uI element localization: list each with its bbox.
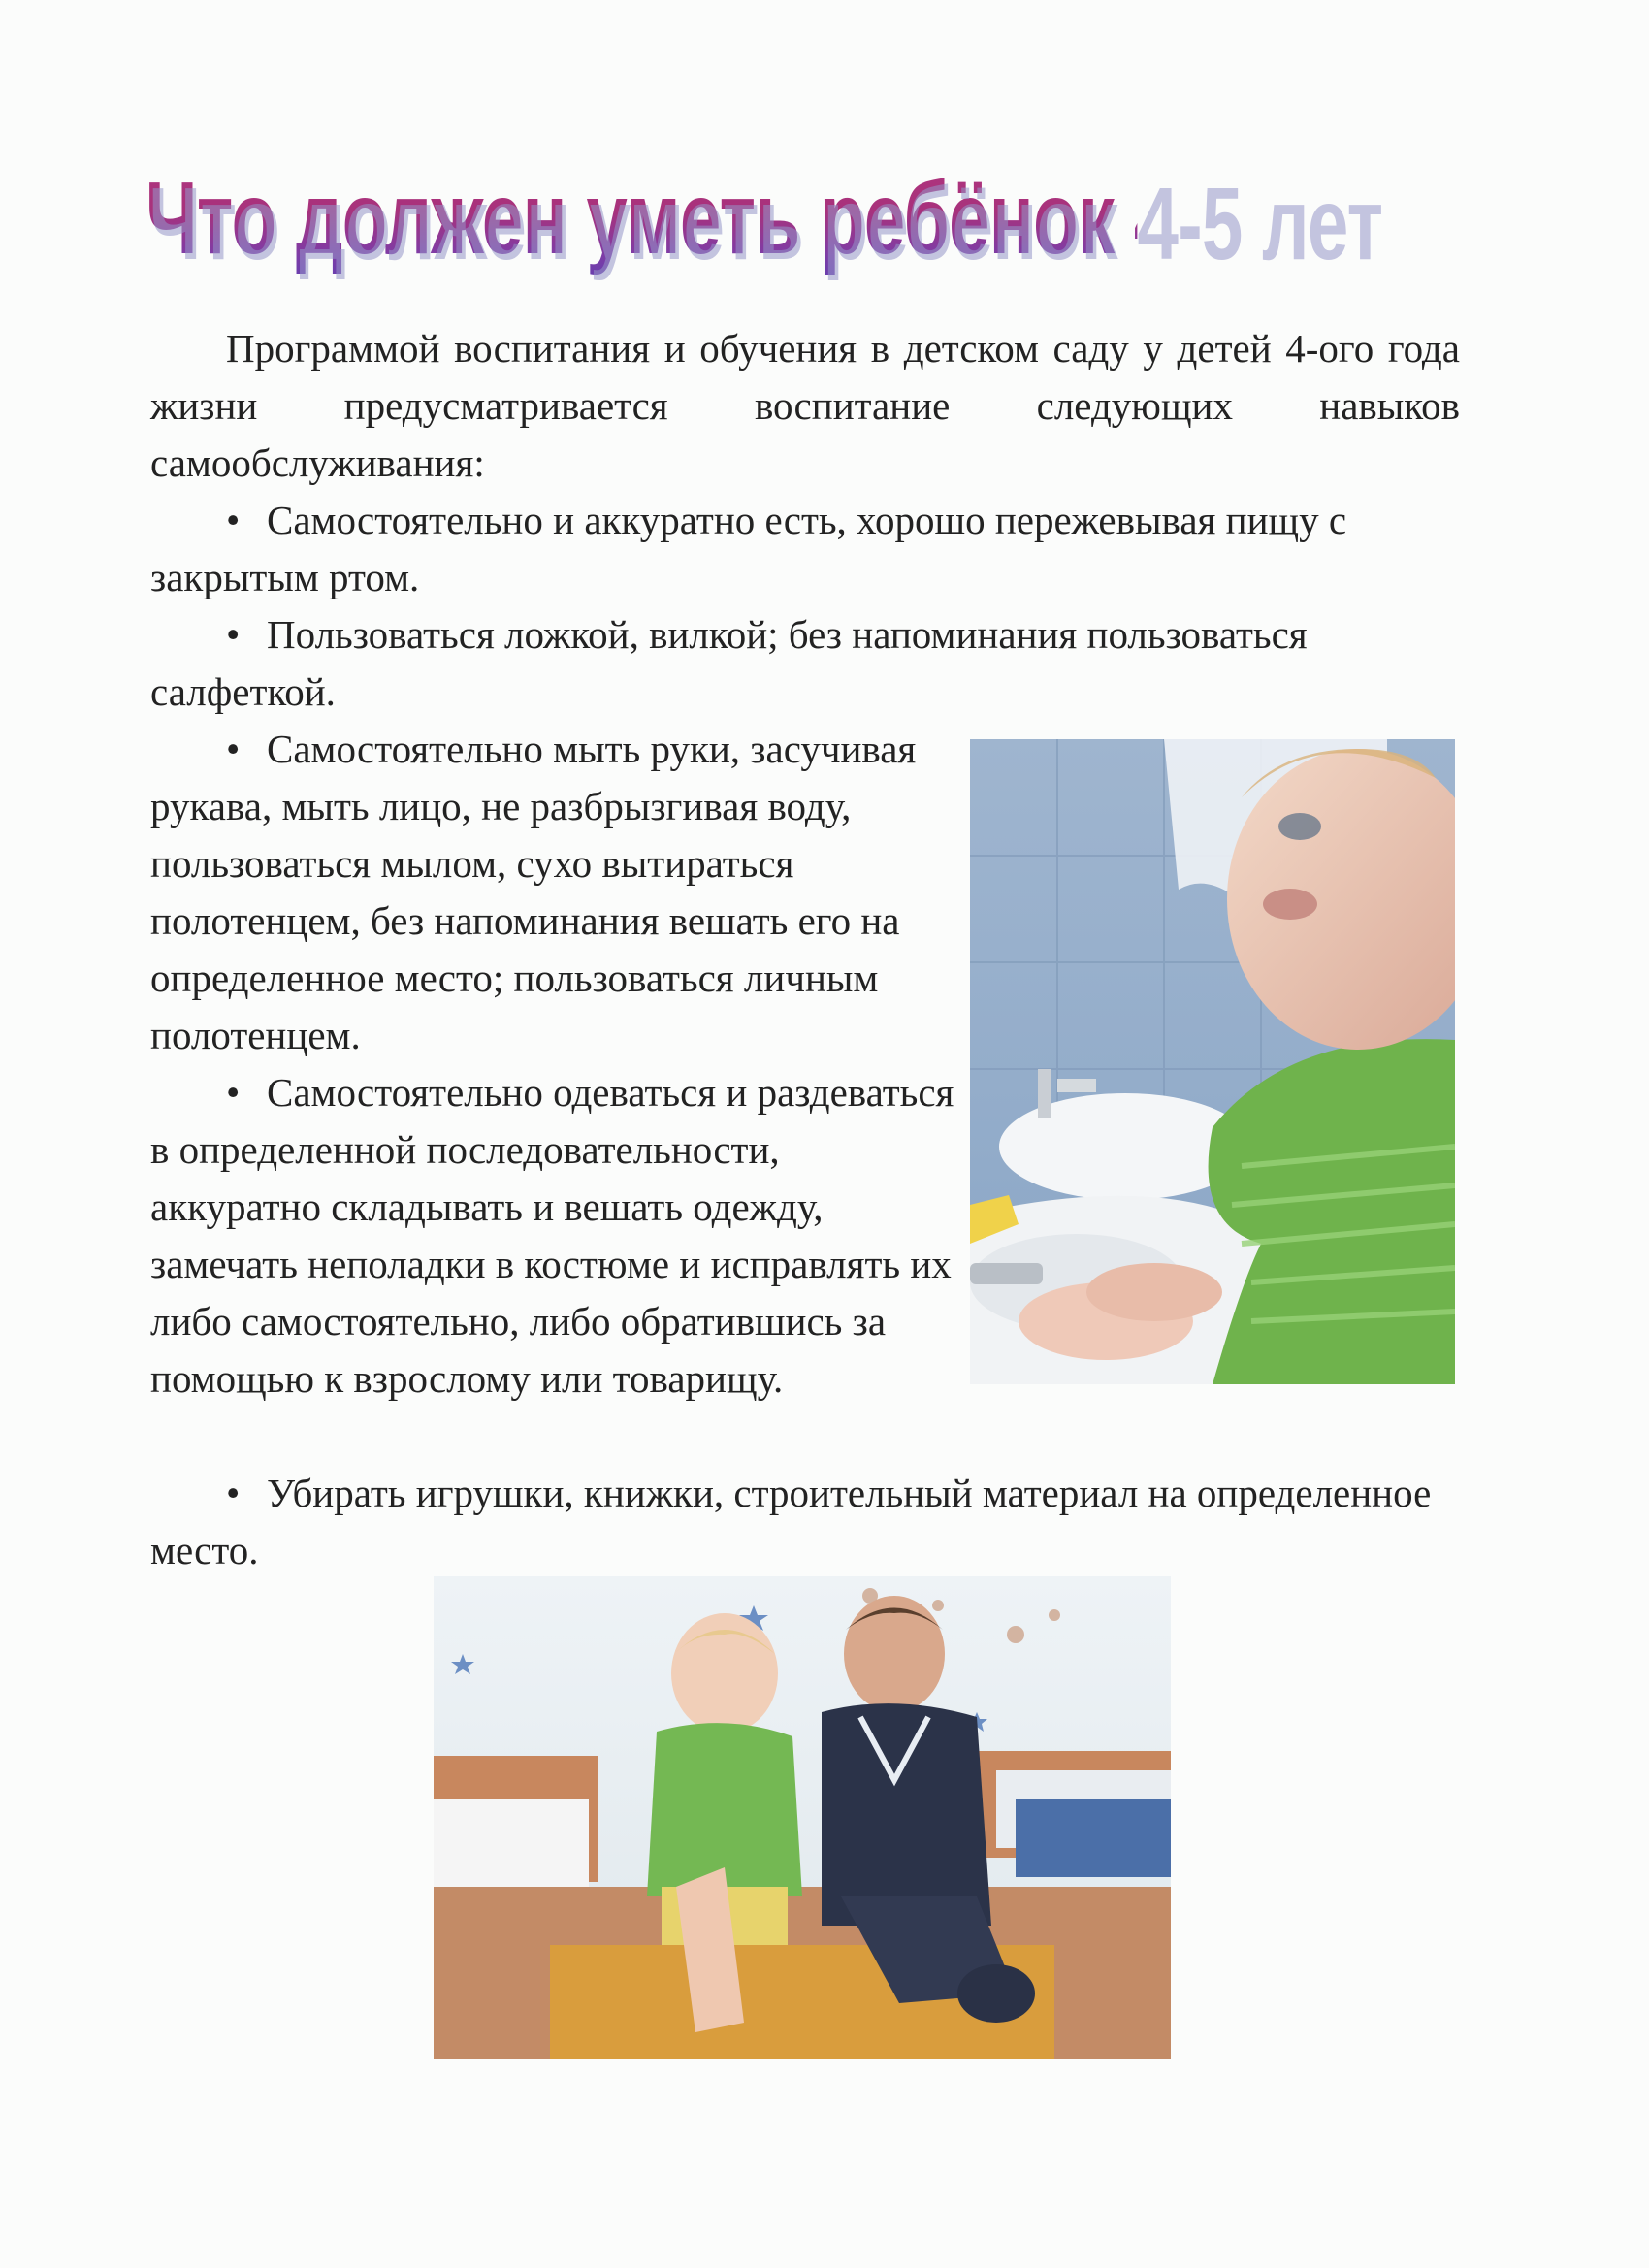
intro-paragraph [150, 320, 1460, 492]
list-item-text: Самостоятельно одеваться и раздеваться в определенной последовательности, аккуратно складывать и вешать одежду, замечать неполадки в костюме и исправлять их либо самостоятельно, либо обратившись за помощью к взрослому или товарищу. [150, 1070, 954, 1401]
photo-two-boys [434, 1576, 1171, 2059]
intro-text: Программой воспитания и обучения в детском саду у детей 4-ого года жизни предусматривается воспитание следующих навыков самообслуживания: [150, 326, 1460, 485]
list-item [150, 1064, 955, 1408]
list-item-text: Самостоятельно и аккуратно есть, хорошо пережевывая пищу с закрытым ртом. [150, 498, 1347, 599]
list-item [150, 492, 1460, 606]
list-item [150, 721, 955, 1064]
bullet-icon: • [226, 612, 241, 657]
bullet-icon: • [226, 498, 241, 542]
bullet-icon: • [226, 1070, 241, 1115]
bullet-icon: • [226, 1471, 241, 1515]
list-item-text: Пользоваться ложкой, вилкой; без напоминания пользоваться салфеткой. [150, 612, 1308, 714]
list-item [150, 606, 1411, 721]
list-item-text: Убирать игрушки, книжки, строительный материал на определенное место. [150, 1471, 1432, 1572]
page-title: Что должен уметь ребёнок 4-5 лет [146, 146, 1137, 291]
list-item [150, 1465, 1460, 1579]
list-item-text: Самостоятельно мыть руки, засучивая рукава, мыть лицо, не разбрызгивая воду, пользоваться мылом, сухо вытираться полотенцем, без напоминания вешать его на определенное место; пользоваться личным полотенцем. [150, 727, 917, 1057]
photo-child-washing-hands [970, 739, 1455, 1384]
bullet-icon: • [226, 727, 241, 771]
